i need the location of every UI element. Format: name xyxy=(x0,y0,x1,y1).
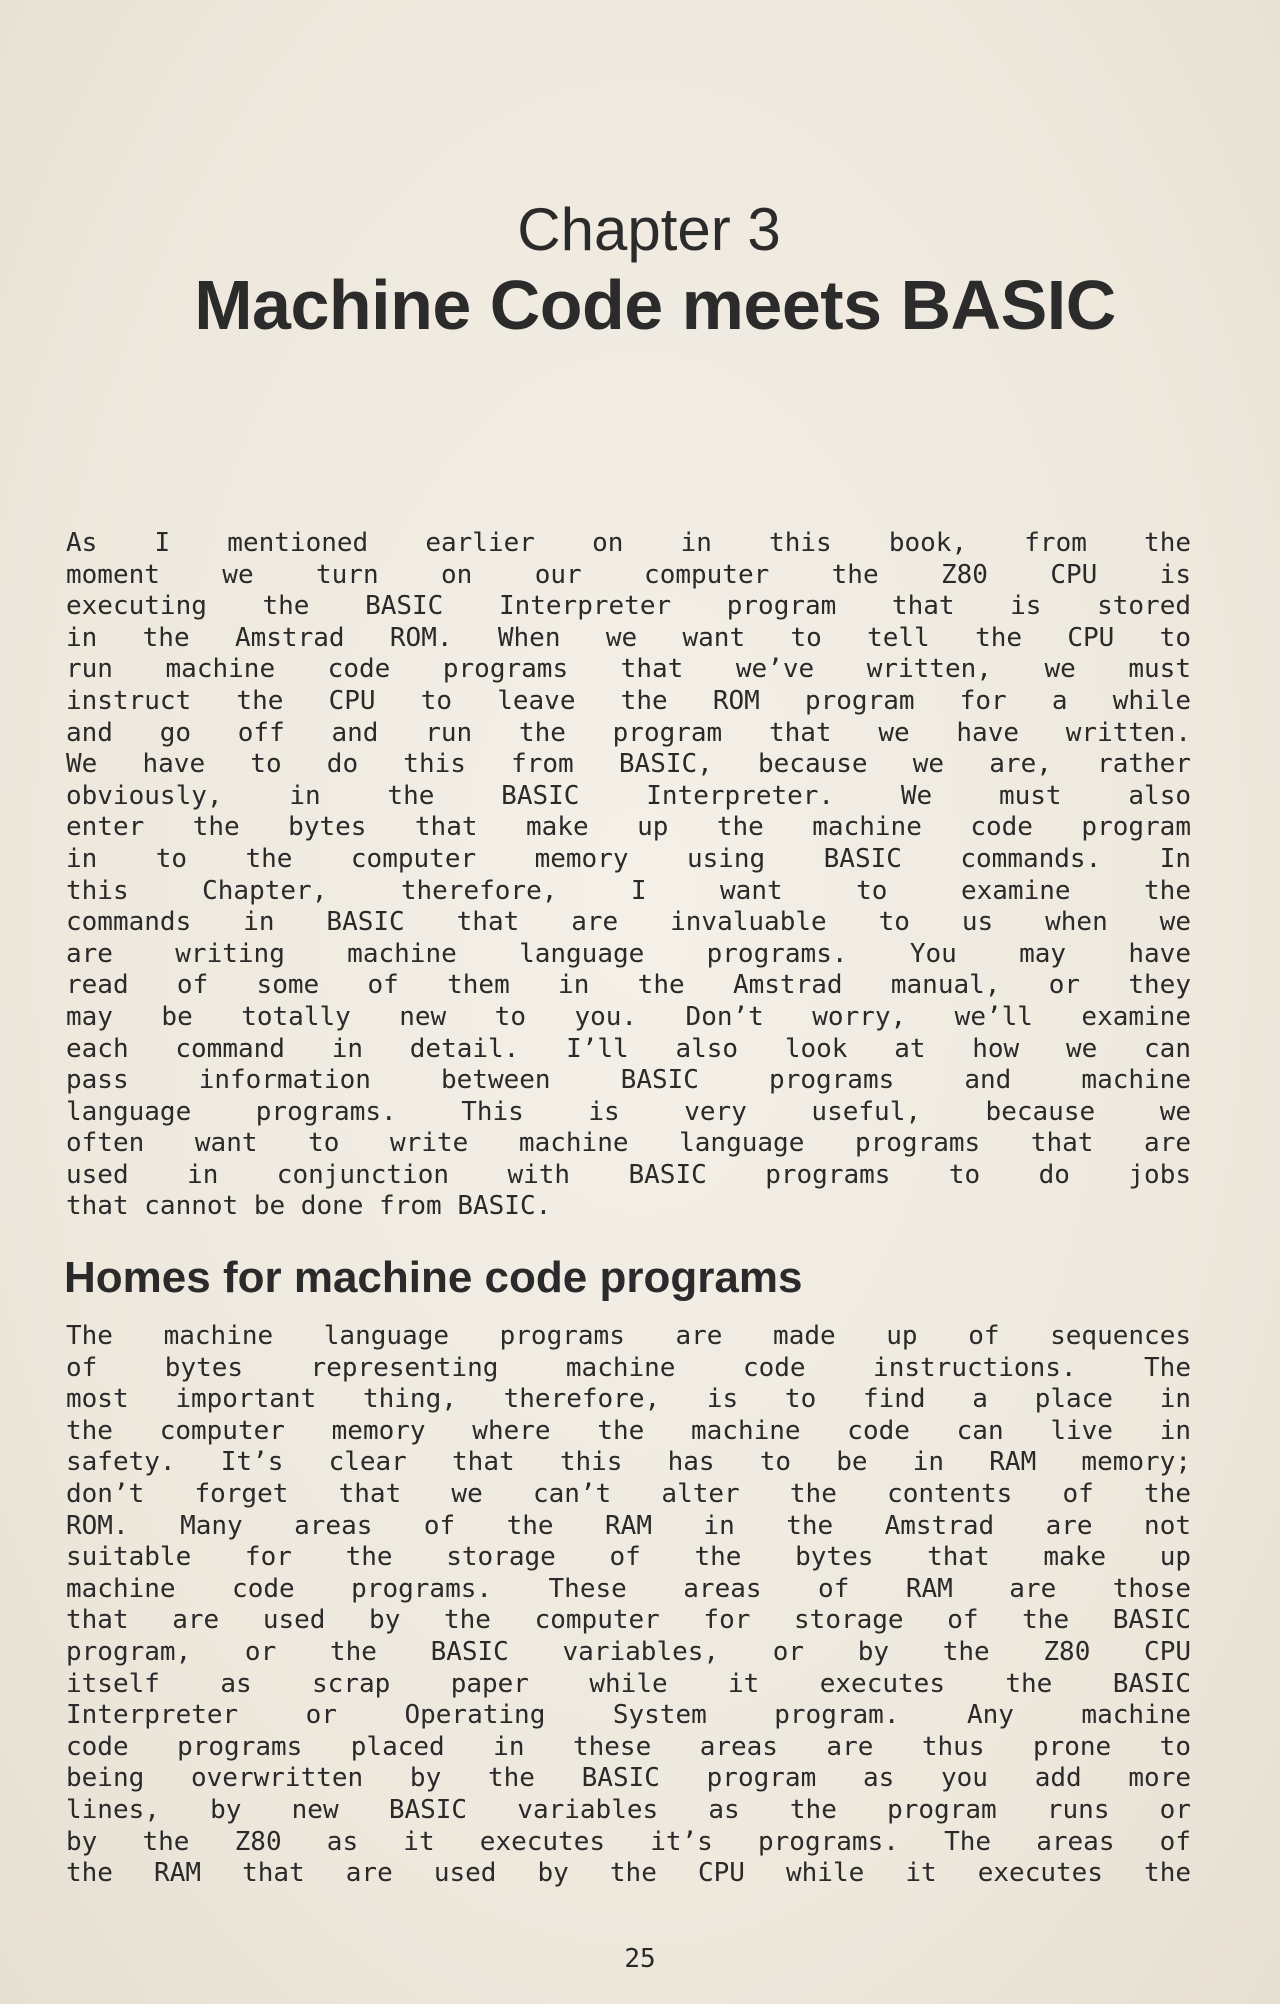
intro-paragraph xyxy=(66,528,1191,1223)
text-line: The machine language programs are made up of sequences xyxy=(66,1321,1191,1351)
text-line: and go off and run the program that we have written. xyxy=(66,717,1191,748)
text-line: don’t forget that we can’t alter the contents of the xyxy=(66,1478,1191,1509)
text-line: language programs. This is very useful, because we xyxy=(66,1096,1191,1127)
text-line: instruct the CPU to leave the ROM program for a while xyxy=(66,685,1191,716)
text-line: itself as scrap paper while it executes the BASIC xyxy=(66,1668,1191,1699)
body-paragraph xyxy=(66,1321,1191,1890)
text-line: executing the BASIC Interpreter program that is stored xyxy=(66,591,1191,622)
text-line: in to the computer memory using BASIC commands. In xyxy=(66,843,1191,874)
text-line: commands in BASIC that are invaluable to us when we xyxy=(66,907,1191,938)
text-line: used in conjunction with BASIC programs to do jobs xyxy=(66,1159,1191,1190)
text-line: We have to do this from BASIC, because we are, rather xyxy=(66,749,1191,780)
text-line: lines, by new BASIC variables as the program runs or xyxy=(66,1794,1191,1825)
text-line: in the Amstrad ROM. When we want to tell the CPU to xyxy=(66,622,1191,653)
text-line: being overwritten by the BASIC program as you add more xyxy=(66,1763,1191,1794)
text-line: machine code programs. These areas of RAM are those xyxy=(66,1573,1191,1604)
text-line: this Chapter, therefore, I want to examine the xyxy=(66,875,1191,906)
text-line: Interpreter or Operating System program. Any machine xyxy=(66,1700,1191,1731)
text-line: often want to write machine language programs that are xyxy=(66,1128,1191,1159)
chapter-number: Chapter 3 xyxy=(517,196,781,263)
text-line: program, or the BASIC variables, or by the Z80 CPU xyxy=(66,1636,1191,1667)
text-line: suitable for the storage of the bytes that make up xyxy=(66,1542,1191,1573)
text-line: may be totally new to you. Don’t worry, we’ll examine xyxy=(66,1001,1191,1032)
text-line: the computer memory where the machine code can live in xyxy=(66,1415,1191,1446)
text-line: ROM. Many areas of the RAM in the Amstrad are not xyxy=(66,1510,1191,1541)
page-number: 25 xyxy=(624,1944,656,1974)
text-line: most important thing, therefore, is to find a place in xyxy=(66,1384,1191,1415)
chapter-title: Machine Code meets BASIC xyxy=(194,266,1116,344)
text-line: the RAM that are used by the CPU while it executes the xyxy=(66,1858,1191,1889)
chapter-heading xyxy=(0,195,1280,345)
text-line: that cannot be done from BASIC. xyxy=(66,1191,552,1222)
text-line: that are used by the computer for storage of the BASIC xyxy=(66,1605,1191,1636)
text-line: safety. It’s clear that this has to be in RAM memory; xyxy=(66,1447,1191,1478)
text-line: of bytes representing machine code instructions. The xyxy=(66,1352,1191,1383)
text-line: As I mentioned earlier on in this book, from the xyxy=(66,528,1191,558)
text-line: are writing machine language programs. You may have xyxy=(66,938,1191,969)
text-line: obviously, in the BASIC Interpreter. We must also xyxy=(66,780,1191,811)
text-line: read of some of them in the Amstrad manual, or they xyxy=(66,970,1191,1001)
text-line: code programs placed in these areas are thus prone to xyxy=(66,1731,1191,1762)
text-line: moment we turn on our computer the Z80 CPU is xyxy=(66,559,1191,590)
text-line: each command in detail. I’ll also look at how we can xyxy=(66,1033,1191,1064)
text-line: enter the bytes that make up the machine code program xyxy=(66,812,1191,843)
section-heading: Homes for machine code programs xyxy=(64,1253,803,1302)
text-line: run machine code programs that we’ve written, we must xyxy=(66,654,1191,685)
text-line: pass information between BASIC programs and machine xyxy=(66,1065,1191,1096)
text-line: by the Z80 as it executes it’s programs. The areas of xyxy=(66,1826,1191,1857)
